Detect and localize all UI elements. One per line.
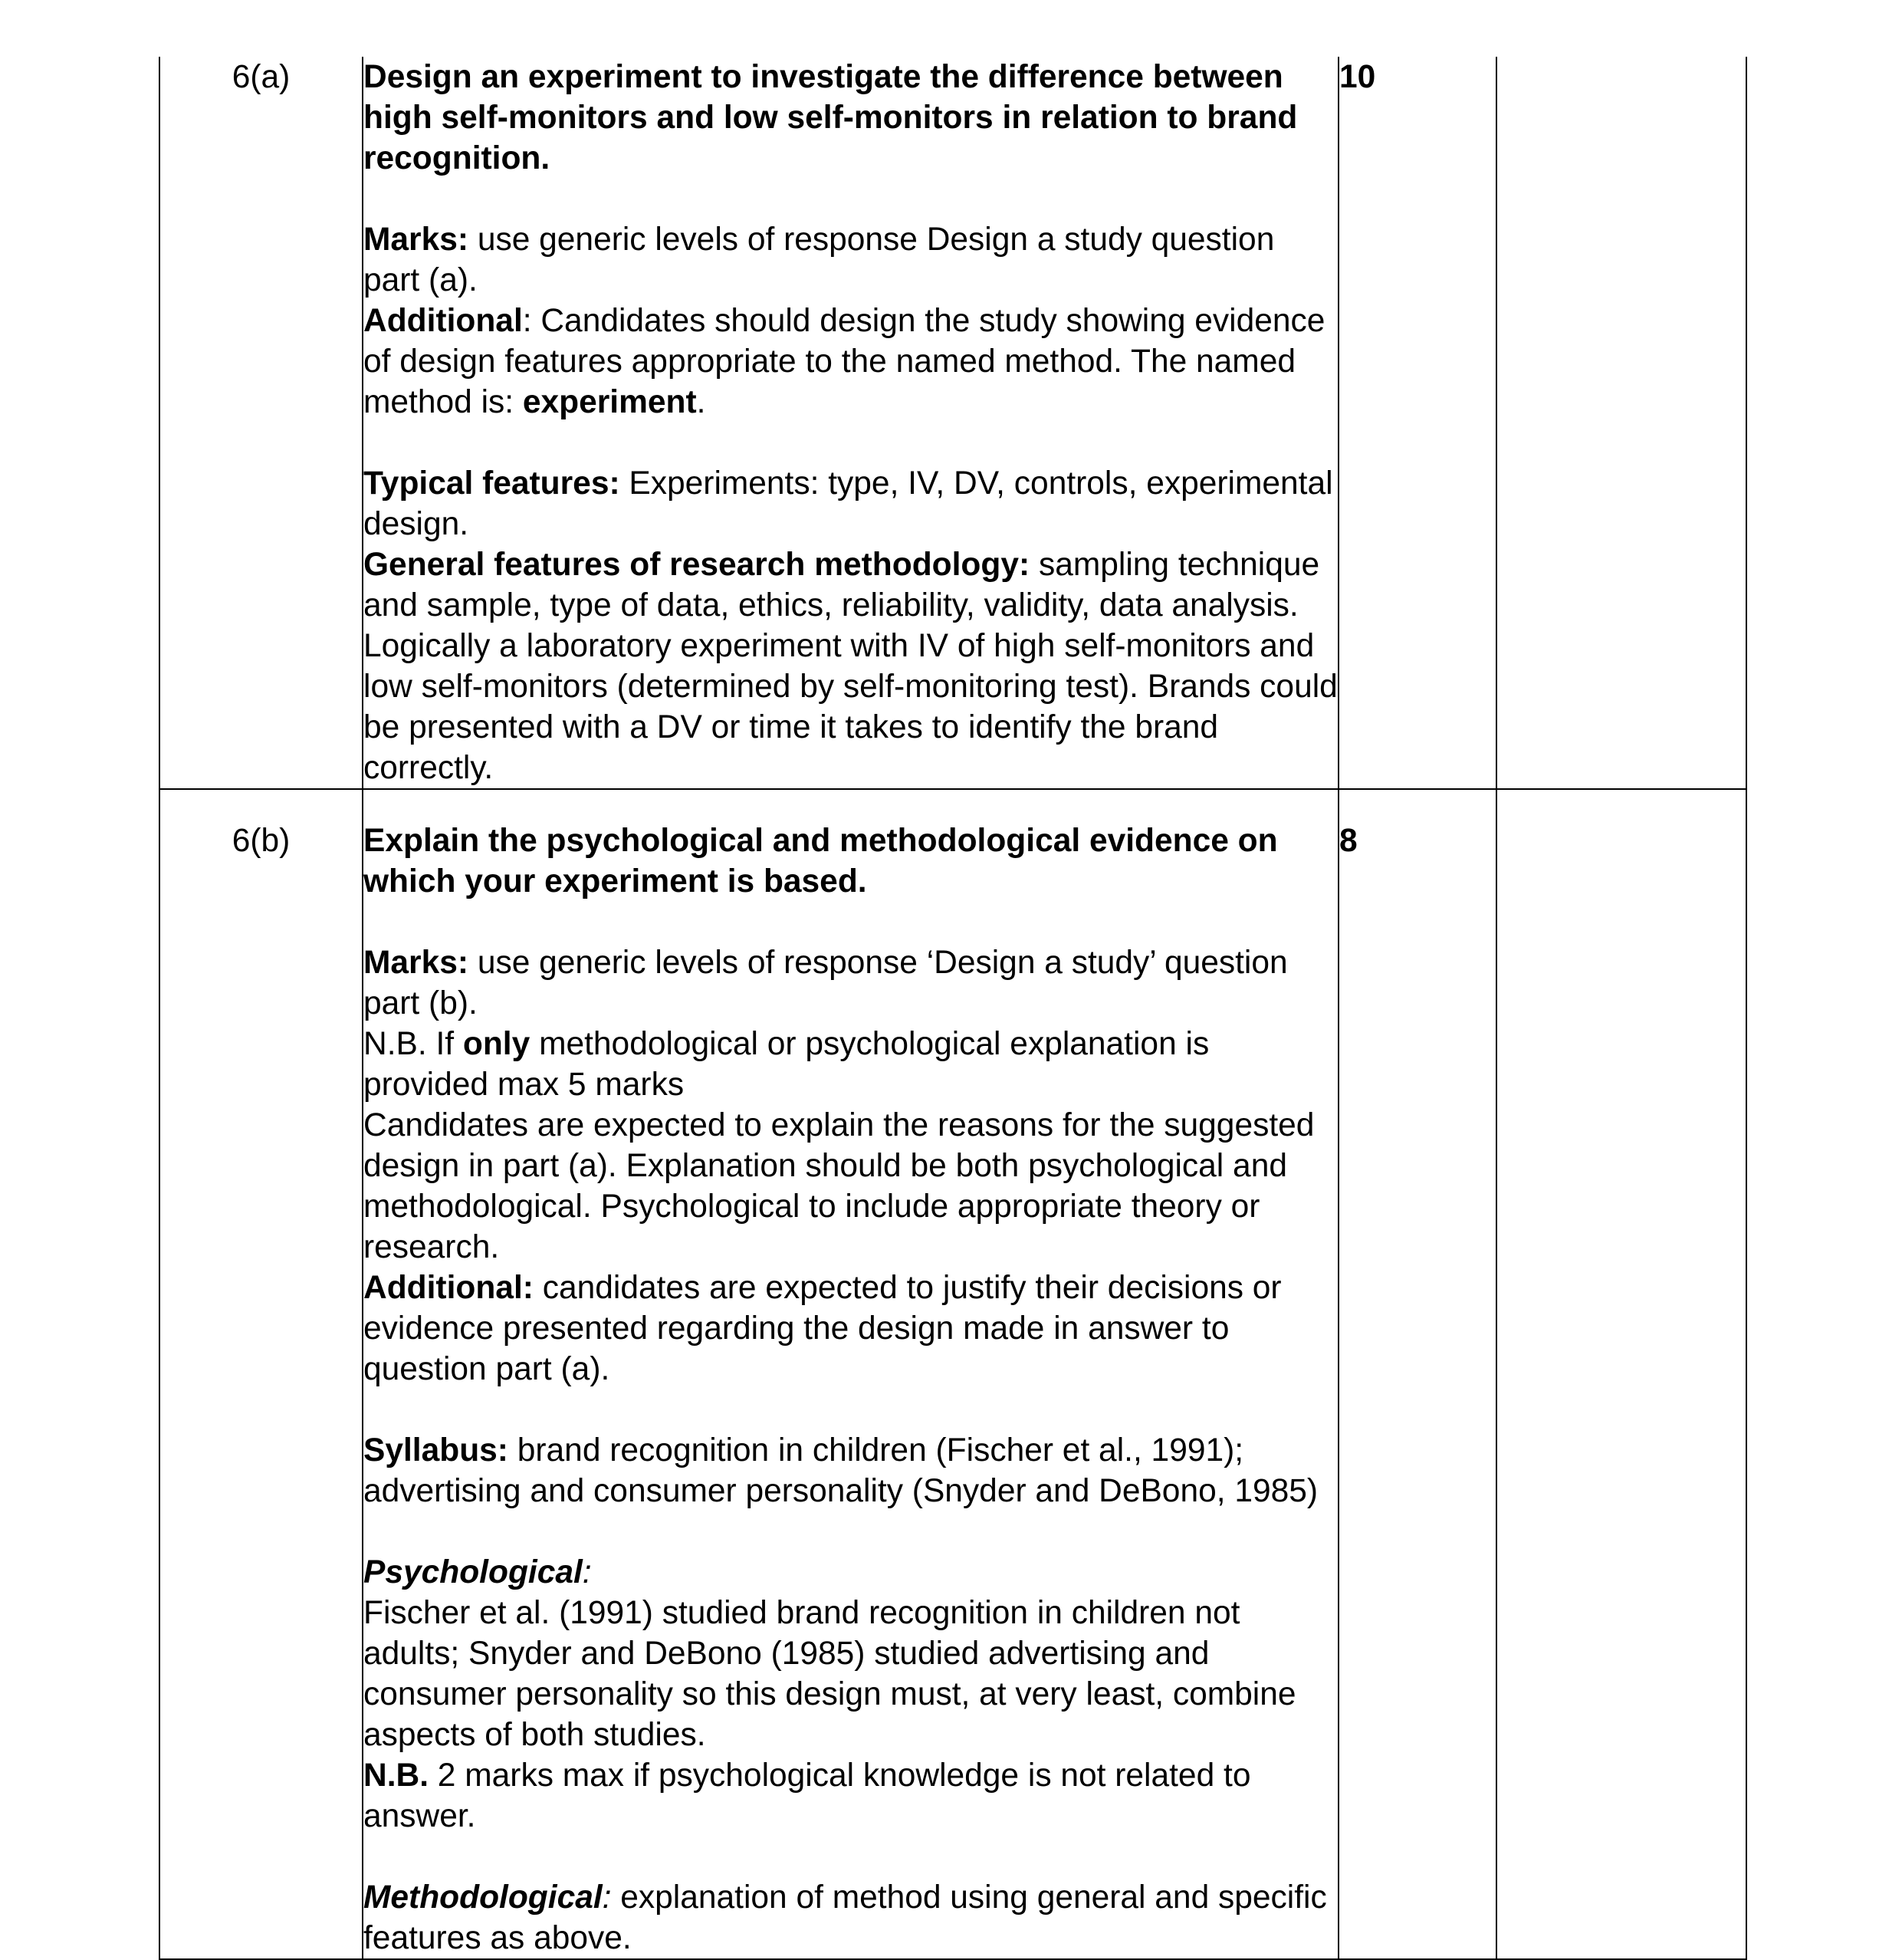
table-row	[159, 789, 1746, 1959]
question-number: 6(b)	[159, 789, 363, 1959]
marks-guidance: Marks: use generic levels of response Design a study question part (a). Additional: Candidates should design the study showing evidence of design features appropriate to the named method. The named method is: experiment.	[363, 222, 1325, 420]
typical-features: Typical features: Experiments: type, IV, DV, controls, experimental design. General features of research methodology: sampling technique and sample, type of data, ethics, reliability, validity, data analysis. Logically a laboratory experiment with IV of high self-monitors and low self-monitors (determined by self-monitoring test). Brands could be presented with a DV or time it takes to identify the brand correctly.	[363, 465, 1338, 786]
marks-value: 10	[1339, 57, 1496, 789]
methodological-section: Methodological: explanation of method using general and specific features as above.	[363, 1879, 1327, 1956]
question-prompt: Explain the psychological and methodological evidence on which your experiment is based.	[363, 823, 1278, 899]
psychological-section: Psychological: Fischer et al. (1991) studied brand recognition in children not adults; Snyder and DeBono (1985) studied advertising and consumer personality so this design must, at very least, combine aspects of both studies. N.B. 2 marks max if psychological knowledge is not related to answer.	[363, 1554, 1296, 1834]
marks-value: 8	[1339, 789, 1496, 1959]
marks-guidance: Marks: use generic levels of response ‘Design a study’ question part (b). N.B. If only methodological or psychological explanation is provided max 5 marks Candidates are expected to explain the reasons for the suggested design in part (a). Explanation should be both psychological and methodological. Psychological to include appropriate theory or research. Additional: candidates are expected to justify their decisions or evidence presented regarding the design made in answer to question part (a).	[363, 945, 1315, 1387]
guidance-column	[1496, 57, 1746, 789]
table-row	[159, 57, 1746, 789]
answer-cell	[363, 57, 1339, 789]
syllabus: Syllabus: brand recognition in children (Fischer et al., 1991); advertising and consumer personality (Snyder and DeBono, 1985)	[363, 1432, 1319, 1509]
answer-cell	[363, 789, 1339, 1959]
question-prompt: Design an experiment to investigate the difference between high self-monitors and low self-monitors in relation to brand recognition.	[363, 59, 1298, 176]
guidance-column	[1496, 789, 1746, 1959]
mark-scheme-table	[159, 57, 1747, 1960]
question-number: 6(a)	[159, 57, 363, 789]
